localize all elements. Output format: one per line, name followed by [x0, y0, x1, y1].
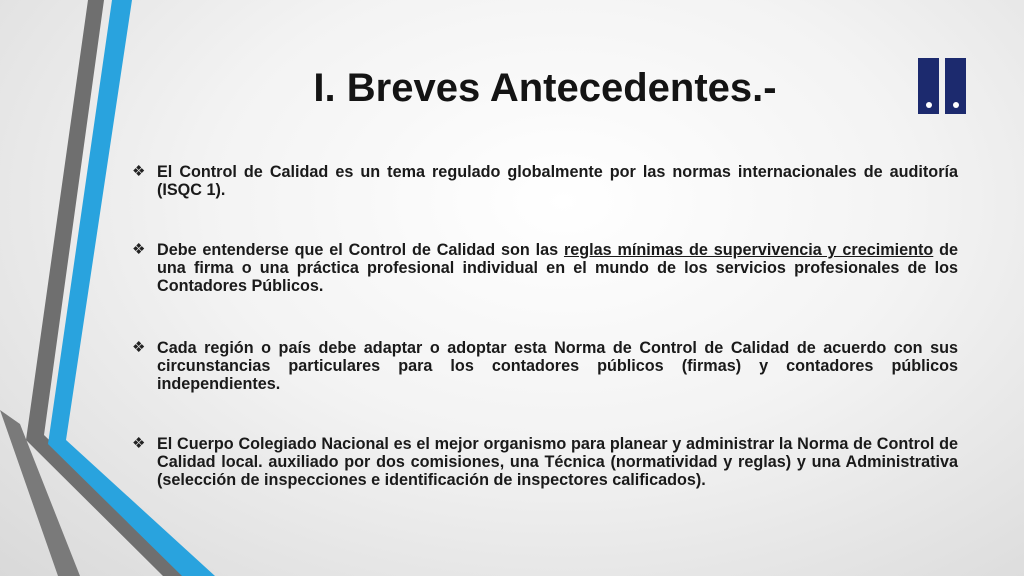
bullet-item — [132, 435, 958, 489]
diamond-bullet-icon: ❖ — [132, 241, 146, 258]
underlined-phrase: reglas mínimas de supervivencia y crecimiento — [563, 241, 934, 259]
diamond-bullet-icon: ❖ — [132, 163, 146, 180]
diamond-bullet-icon: ❖ — [132, 435, 146, 452]
diamond-bullet-icon: ❖ — [132, 339, 146, 356]
bullet-text: Cada región o país debe adaptar o adoptar esta Norma de Control de Calidad de acuerdo con sus circunstancias particulares para los contadores públicos (firmas) y contadores públicos independientes. — [157, 339, 958, 393]
bullet-text: El Control de Calidad es un tema regulado globalmente por las normas internacionales de auditoría (ISQC 1). — [157, 163, 958, 199]
bullet-item — [132, 163, 958, 199]
bullet-text: El Cuerpo Colegiado Nacional es el mejor organismo para planear y administrar la Norma de Control de Calidad local. auxiliado por dos comisiones, una Técnica (normatividad y reglas) y una Administrativa (selección de inspecciones e identificación de inspectores calificados). — [157, 435, 958, 489]
slide-title: I. Breves Antecedentes.- — [313, 66, 777, 110]
bullet-text-end: de una firma o una práctica profesional individual en el mundo de los servicios profesionales de los Contadores Públicos. — [157, 241, 959, 295]
bullet-item — [132, 241, 958, 295]
bullet-text — [157, 241, 958, 295]
bullet-text-start: Debe entenderse que el Control de Calidad son las — [157, 241, 564, 259]
bullet-item — [132, 339, 958, 393]
